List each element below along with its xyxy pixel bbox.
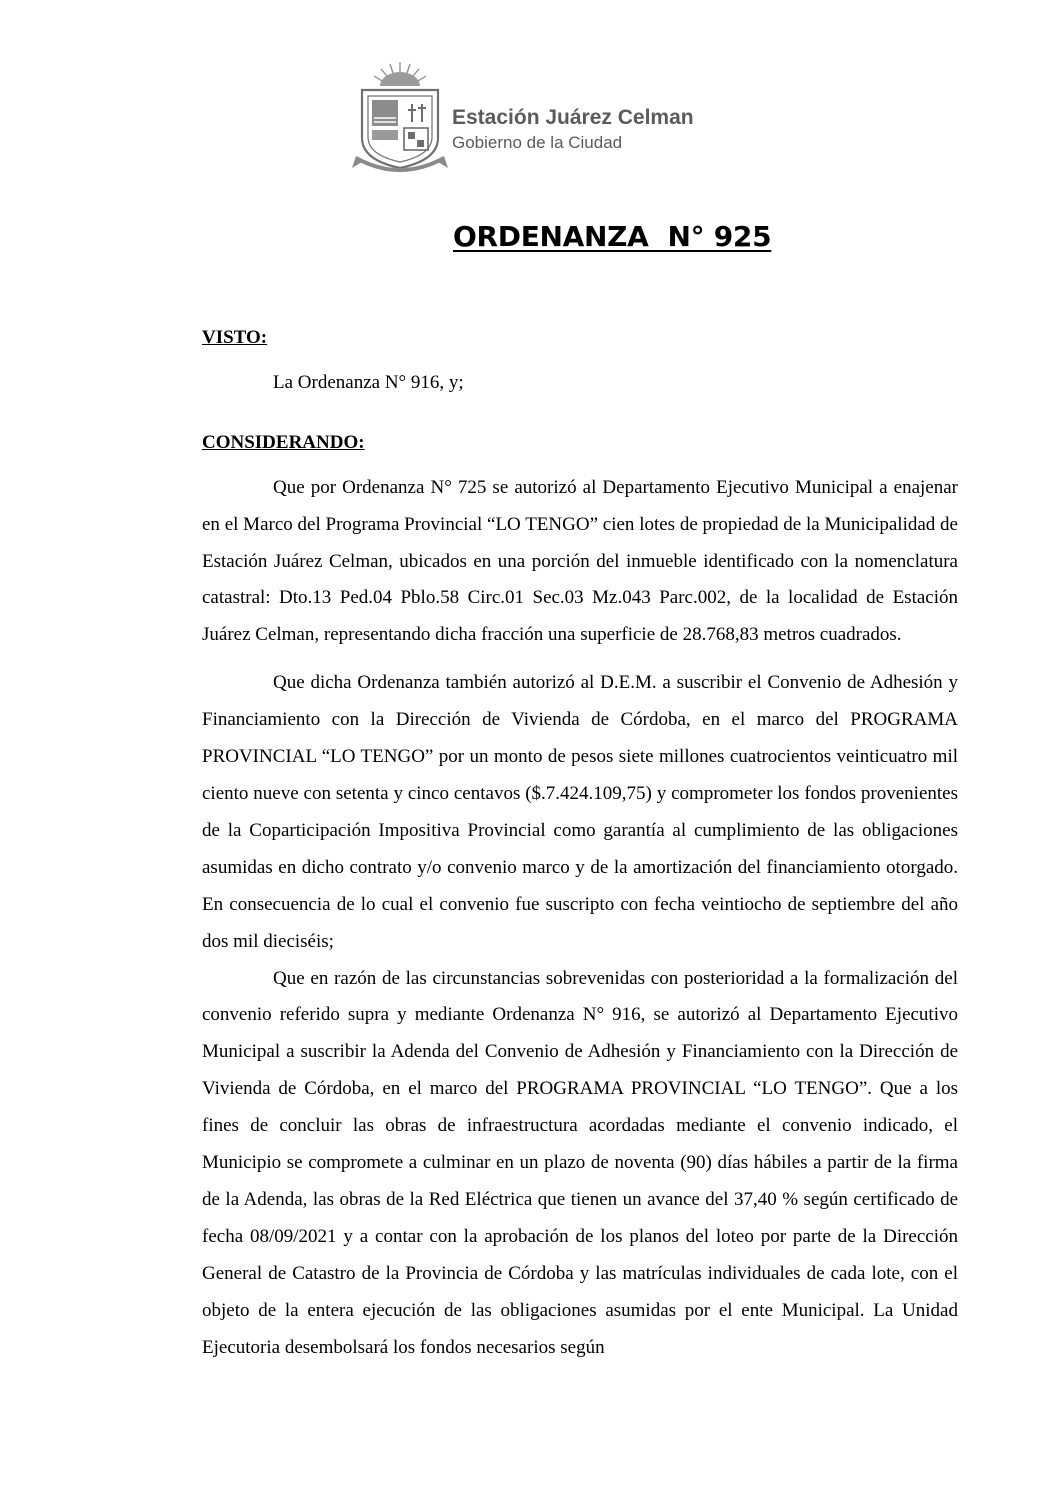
visto-heading: VISTO: xyxy=(202,327,268,348)
letterhead xyxy=(352,60,732,180)
visto-text: La Ordenanza N° 916, y; xyxy=(273,371,464,393)
considerando-paragraph-3: Que en razón de las circunstancias sobrevenidas con posterioridad a la formalización del convenio referido supra y mediante Ordenanza N° 916, se autorizó al Departamento Ejecutivo Municipal a suscribir la Adenda del Convenio de Adhesión y Financiamiento con la Dirección de Vivienda de Córdoba, en el marco del PROGRAMA PROVINCIAL “LO TENGO”. Que a los fines de concluir las obras de infraestructura acordadas mediante el convenio indicado, el Municipio se compromete a culminar en un plazo de noventa (90) días hábiles a partir de la firma de la Adenda, las obras de la Red Eléctrica que tienen un avance del 37,40 % según certificado de fecha 08/09/2021 y a contar con la aprobación de los planos del loteo por parte de la Dirección General de Catastro de la Provincia de Córdoba y las matrículas individuales de cada lote, con el objeto de la entera ejecución de las obligaciones asumidas por el ente Municipal. La Unidad Ejecutoria desembolsará los fondos necesarios según xyxy=(202,967,958,1358)
organization-name: Estación Juárez Celman xyxy=(452,106,694,129)
coat-of-arms-icon xyxy=(352,60,448,178)
document-title: ORDENANZA N° 925 xyxy=(453,220,772,253)
organization-subtitle: Gobierno de la Ciudad xyxy=(452,133,623,152)
considerando-paragraph-1: Que por Ordenanza N° 725 se autorizó al Departamento Ejecutivo Municipal a enajenar en el Marco del Programa Provincial “LO TENGO” cien lotes de propiedad de la Municipalidad de Estación Juárez Celman, ubicados en una porción del inmueble identificado con la nomenclatura catastral: Dto.13 Ped.04 Pblo.58 Circ.01 Sec.03 Mz.043 Parc.002, de la localidad de Estación Juárez Celman, representando dicha fracción una superficie de 28.768,83 metros cuadrados. xyxy=(202,476,958,646)
considerando-heading: CONSIDERANDO: xyxy=(202,431,365,453)
considerando-paragraph-2: Que dicha Ordenanza también autorizó al D.E.M. a suscribir el Convenio de Adhesión y Financiamiento con la Dirección de Vivienda de Córdoba, en el marco del PROGRAMA PROVINCIAL “LO TENGO” por un monto de pesos siete millones cuatrocientos veinticuatro mil ciento nueve con setenta y cinco centavos ($.7.424.109,75) y comprometer los fondos provenientes de la Coparticipación Impositiva Provincial como garantía al cumplimiento de las obligaciones asumidas en dicho contrato y/o convenio marco y de la amortización del financiamiento otorgado. En consecuencia de lo cual el convenio fue suscripto con fecha veintiocho de septiembre del año dos mil dieciséis; xyxy=(202,672,958,952)
document-body xyxy=(202,320,958,1366)
